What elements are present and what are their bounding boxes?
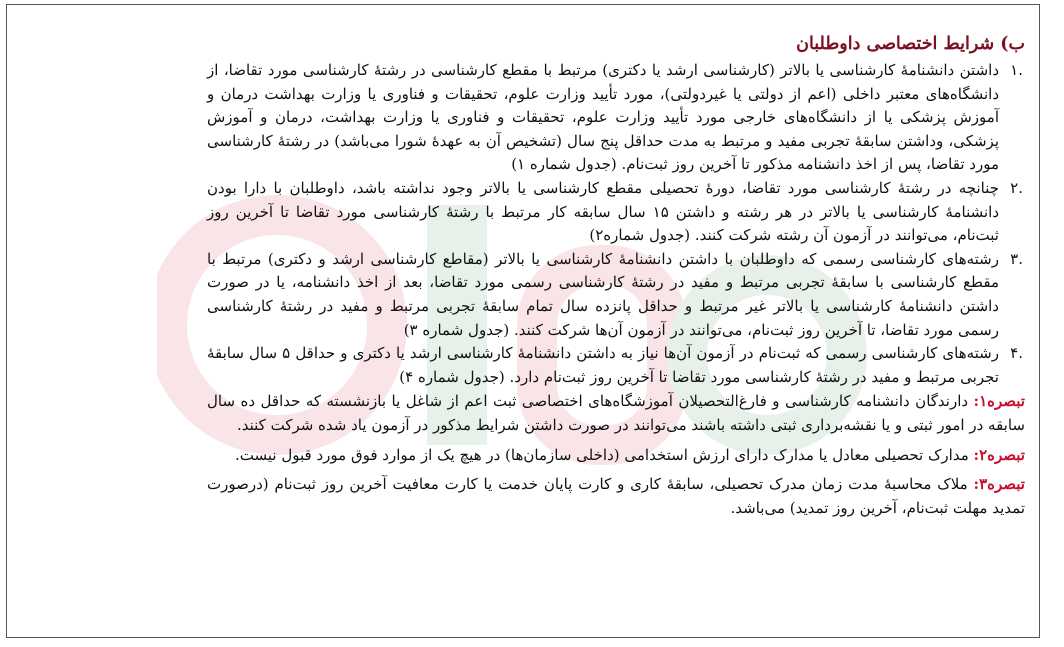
note-label: تبصره۲: (973, 445, 1025, 464)
note-2 (207, 444, 1025, 468)
note-text: مدارک تحصیلی معادل یا مدارک دارای ارزش استخدامی (داخلی سازمان‌ها) در هیچ یک از موارد فوق مورد قبول نیست. (235, 445, 974, 464)
note-3 (207, 473, 1025, 520)
item-text: چنانچه در رشتهٔ کارشناسی مورد تقاضا، دورهٔ تحصیلی مقطع کارشناسی یا بالاتر وجود نداشته باشد، داوطلبان با دارا بودن دانشنامهٔ کارشناسی یا بالاتر در هر رشته و داشتن ۱۵ سال سابقه کار مرتبط با رشتهٔ کارشناسی مورد تقاضا تا آخرین روز ثبت‌نام، می‌توانند در آزمون آن رشته شرکت کنند. (جدول شماره۲) (207, 178, 999, 245)
document-body (207, 31, 1025, 520)
item-number: .۱ (1010, 61, 1023, 79)
item-number: .۴ (1010, 344, 1023, 363)
section-heading: ب) شرایط اختصاصی داوطلبان (796, 34, 1025, 54)
item-text: داشتن دانشنامهٔ کارشناسی یا بالاتر (کارشناسی ارشد یا دکتری) مرتبط با مقطع کارشناسی در رشتهٔ کارشناسی مورد تقاضا، از دانشگاه‌های معتبر داخلی (اعم از دولتی یا غیردولتی)، مورد تأیید وزارت علوم، تحقیقات و فناوری یا وزارت بهداشت درمان و آموزش پزشکی یا از دانشگاه‌های خارجی مورد تأیید وزارت علوم، تحقیقات و فناوری یا وزارت بهداشت، درمان و آموزش پزشکی، وداشتن سابقهٔ تجربی مفید و مرتبط به مدت حداقل پنج سال (تشخیص آن به عهدهٔ شورا می‌باشد) در رشتهٔ کارشناسی مورد تقاضا، پس از اخذ دانشنامه مذکور تا آخرین روز ثبت‌نام. (جدول شماره ۱) (207, 61, 1000, 174)
note-1 (207, 390, 1025, 437)
document-frame (6, 4, 1040, 638)
note-text: دارندگان دانشنامه کارشناسی و فارغ‌التحصیلان آموزشگاه‌های اختصاصی ثبت اعم از شاغل یا بازنشسته که حداقل ده سال سابقه در امور ثبتی و یا نقشه‌برداری ثبتی داشته باشند می‌توانند در صورت داشتن شرایط مذکور در آزمون یاد شده شرکت کنند. (207, 392, 1025, 434)
item-text: رشته‌های کارشناسی رسمی که ثبت‌نام در آزمون آن‌ها نیاز به داشتن دانشنامهٔ کارشناسی ارشد یا دکتری و حداقل ۵ سال سابقهٔ تجربی مرتبط و مفید در رشتهٔ کارشناسی مورد تقاضا تا آخرین روز ثبت‌نام دارد. (جدول شماره ۴) (207, 344, 999, 386)
item-number: .۳ (1010, 249, 1023, 268)
note-label: تبصره۳: (973, 475, 1025, 494)
note-text: ملاک محاسبهٔ مدت زمان مدرک تحصیلی، سابقهٔ کاری و کارت پایان خدمت یا کارت معافیت آخرین روز ثبت‌نام (درصورت تمدید مهلت ثبت‌نام، آخرین روز تمدید) می‌باشد. (207, 475, 1025, 517)
note-label: تبصره۱: (973, 392, 1025, 411)
item-number: .۲ (1010, 178, 1023, 197)
list-item (207, 177, 1025, 248)
list-item (207, 342, 1025, 389)
list-item (207, 59, 1025, 177)
item-text: رشته‌های کارشناسی رسمی که داوطلبان با داشتن دانشنامهٔ کارشناسی یا بالاتر (مقاطع کارشناسی ارشد و دکتری) مرتبط با مقطع کارشناسی با سابقهٔ تجربی مرتبط و مفید در رشتهٔ کارشناسی رسمی مورد تقاضا، بعد از اخذ دانشنامه، یا در صورت داشتن دانشنامهٔ کارشناسی یا بالاتر غیر مرتبط و حداقل پانزده سال تمام سابقهٔ تجربی مرتبط و مفید در رشتهٔ کارشناسی رسمی مورد تقاضا، تا آخرین روز ثبت‌نام، می‌توانند در آزمون آن‌ها شرکت کنند. (جدول شماره ۳) (207, 249, 999, 339)
list-item (207, 248, 1025, 342)
requirements-list (207, 59, 1025, 389)
